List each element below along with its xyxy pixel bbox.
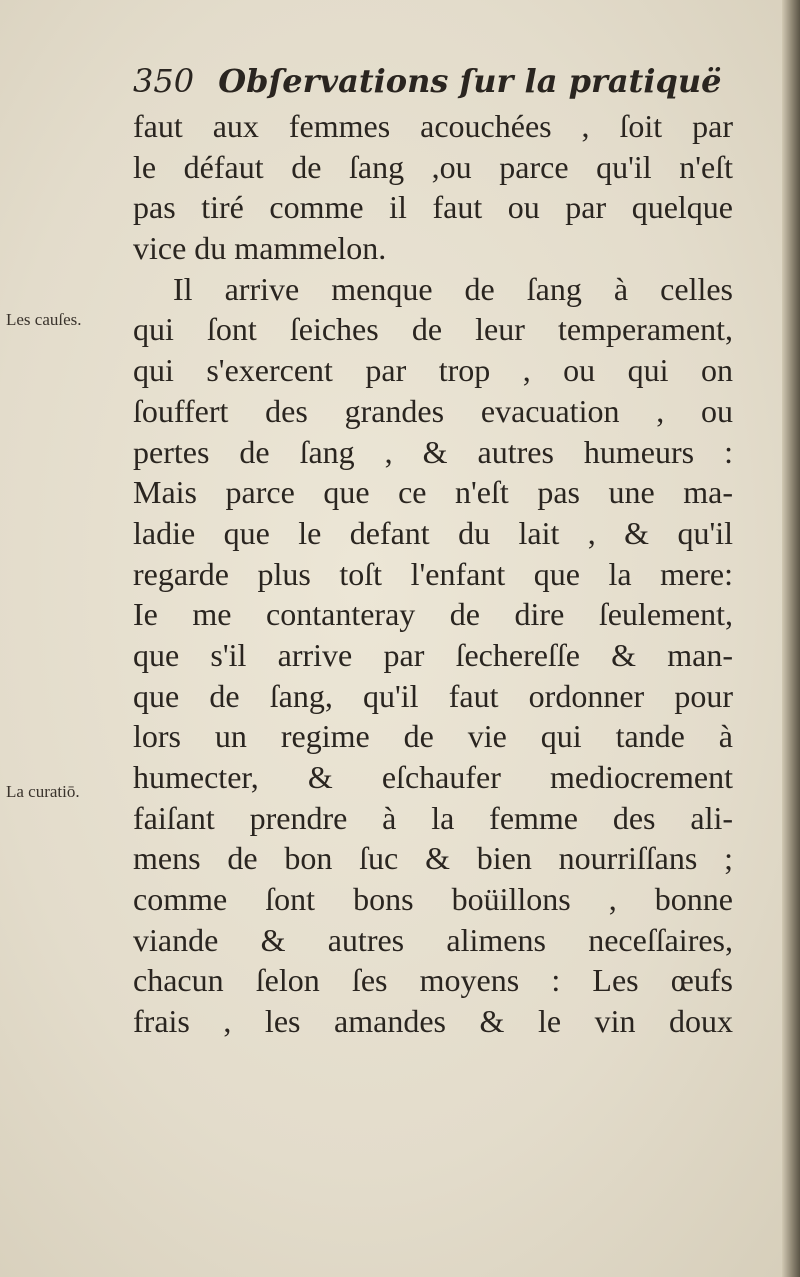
- text-line: viande & autres alimens neceſſaires,: [133, 921, 733, 958]
- page-number: 350: [133, 62, 195, 100]
- text-line: vice du mammelon.: [133, 230, 387, 267]
- text-line: Ie me contanteray de dire ſeulement,: [133, 596, 733, 633]
- page-header: [133, 58, 722, 104]
- text-line: qui s'exercent par trop , ou qui on: [133, 352, 733, 389]
- text-line: chacun ſelon ſes moyens : Les œufs: [133, 962, 733, 999]
- text-line: Il arrive menque de ſang à celles: [173, 270, 733, 307]
- text-line: pertes de ſang , & autres humeurs :: [133, 433, 733, 470]
- text-line: ladie que le defant du lait , & qu'il: [133, 514, 733, 551]
- margin-note-curation: La curatiō.: [6, 782, 80, 801]
- text-line: lors un regime de vie qui tande à: [133, 718, 733, 755]
- text-line: regarde plus toſt l'enfant que la mere:: [133, 555, 733, 592]
- text-line: faiſant prendre à la femme des ali-: [133, 799, 733, 836]
- text-line: qui ſont ſeiches de leur temperament,: [133, 311, 733, 348]
- text-line: que s'il arrive par ſechereſſe & man-: [133, 636, 733, 673]
- body-text: [133, 106, 733, 1042]
- text-line: ſouffert des grandes evacuation , ou: [133, 392, 733, 429]
- text-line: Mais parce que ce n'eſt pas une ma-: [133, 474, 733, 511]
- text-line: frais , les amandes & le vin doux: [133, 1003, 733, 1040]
- running-title: Obſervations ſur la pratiquë: [218, 62, 722, 100]
- text-line: pas tiré comme il faut ou par quelque: [133, 189, 733, 226]
- page-edge-shadow: [782, 0, 800, 1277]
- text-line: humecter, & eſchaufer mediocrement: [133, 759, 733, 795]
- text-line: faut aux femmes acouchées , ſoit par: [133, 108, 733, 144]
- text-line: comme ſont bons boüillons , bonne: [133, 881, 733, 918]
- text-line: mens de bon ſuc & bien nourriſſans ;: [133, 840, 733, 877]
- text-line: que de ſang, qu'il faut ordonner pour: [133, 677, 733, 714]
- text-line: le défaut de ſang ,ou parce qu'il n'eſt: [133, 148, 733, 185]
- margin-note-causes: Les cauſes.: [6, 310, 82, 329]
